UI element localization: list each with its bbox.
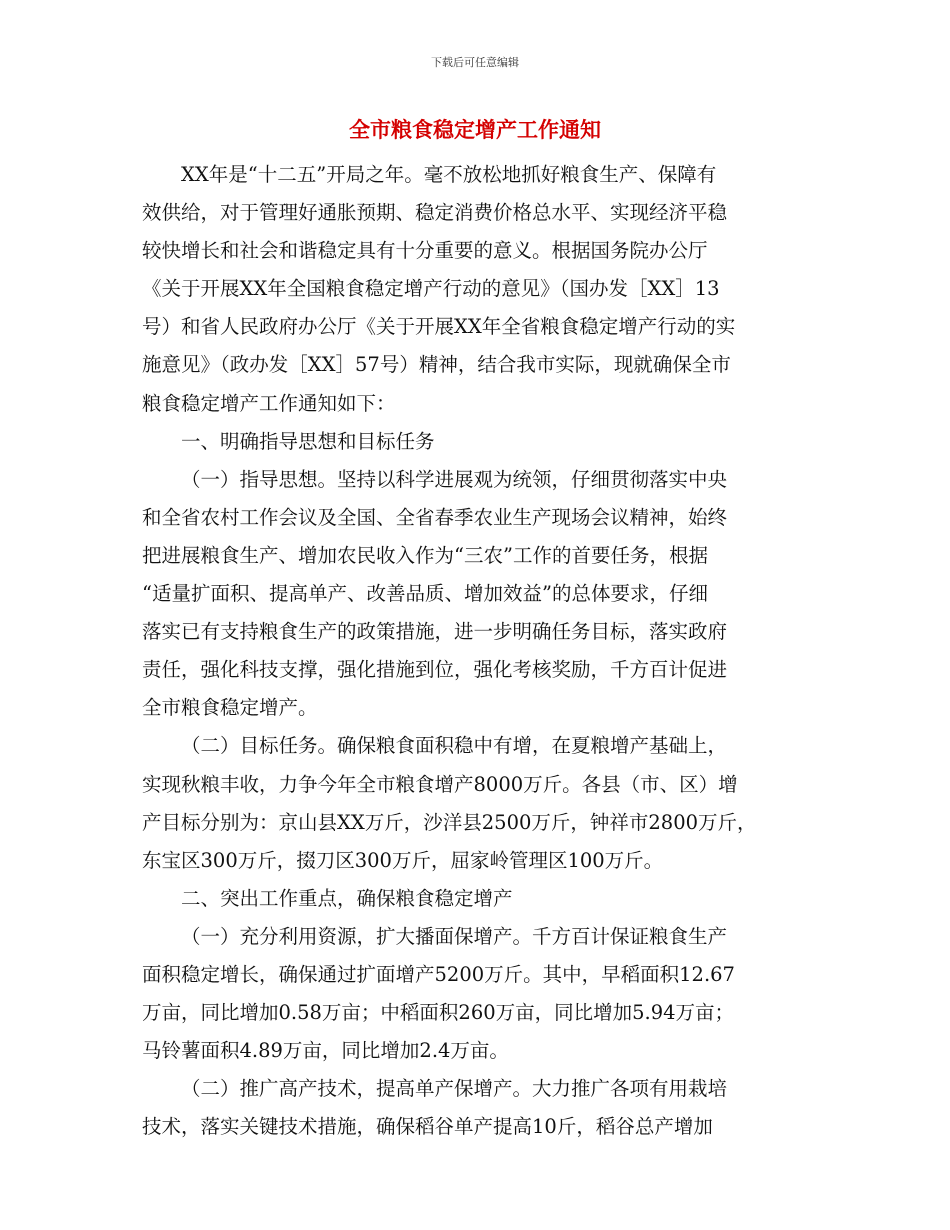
header-note: 下载后可任意编辑: [431, 56, 519, 69]
text-line: 二、突出工作重点，确保粮食稳定增产: [181, 886, 513, 910]
text-line: 效供给，对于管理好通胀预期、稳定消费价格总水平、实现经济平稳: [142, 201, 728, 225]
text-line: 落实已有支持粮食生产的政策措施，进一步明确任务目标，落实政府: [142, 620, 728, 644]
text-line: 一、明确指导思想和目标任务: [181, 429, 435, 453]
text-line: 全市粮食稳定增产。: [142, 696, 318, 720]
text-line: “适量扩面积、提高单产、改善品质、增加效益”的总体要求，仔细: [142, 582, 708, 606]
text-line: 万亩，同比增加0.58万亩；中稻面积260万亩，同比增加5.94万亩；: [142, 1001, 735, 1025]
text-line: 较快增长和社会和谐稳定具有十分重要的意义。根据国务院办公厅: [142, 239, 708, 263]
document-title: 全市粮食稳定增产工作通知: [349, 118, 601, 142]
text-line: （二）推广高产技术，提高单产保增产。大力推广各项有用栽培: [181, 1077, 728, 1101]
text-line: 实现秋粮丰收，力争今年全市粮食增产8000万斤。各县（市、区）增: [142, 772, 738, 796]
text-line: 粮食稳定增产工作通知如下：: [142, 391, 396, 415]
text-line: 产目标分别为：京山县XX万斤，沙洋县2500万斤，钟祥市2800万斤，: [142, 810, 757, 834]
text-line: 责任，强化科技支撑，强化措施到位，强化考核奖励，千方百计促进: [142, 658, 728, 682]
text-line: 面积稳定增长，确保通过扩面增产5200万斤。其中，早稻面积12.67: [142, 962, 735, 986]
text-line: 施意见》（政办发［XX］57号）精神，结合我市实际，现就确保全市: [142, 353, 731, 377]
text-line: 马铃薯面积4.89万亩，同比增加2.4万亩。: [142, 1039, 509, 1063]
text-line: （二）目标任务。确保粮食面积稳中有增，在夏粮增产基础上，: [181, 734, 728, 758]
text-line: 把进展粮食生产、增加农民收入作为“三农”工作的首要任务，根据: [142, 543, 708, 567]
text-line: （一）充分利用资源，扩大播面保增产。千方百计保证粮食生产: [181, 924, 728, 948]
text-line: 和全省农村工作会议及全国、全省春季农业生产现场会议精神，始终: [142, 505, 728, 529]
text-line: （一）指导思想。坚持以科学进展观为统领，仔细贯彻落实中央: [181, 467, 728, 491]
text-line: 号）和省人民政府办公厅《关于开展XX年全省粮食稳定增产行动的实: [142, 315, 736, 339]
text-line: 东宝区300万斤，掇刀区300万斤，屈家岭管理区100万斤。: [142, 848, 664, 872]
text-line: XX年是“十二五”开局之年。毫不放松地抓好粮食生产、保障有: [181, 163, 717, 186]
text-line: 技术，落实关键技术措施，确保稻谷单产提高10斤，稻谷总产增加: [142, 1115, 713, 1139]
document-body: [142, 156, 810, 1146]
text-line: 《关于开展XX年全国粮食稳定增产行动的意见》（国办发［XX］13: [142, 277, 720, 301]
